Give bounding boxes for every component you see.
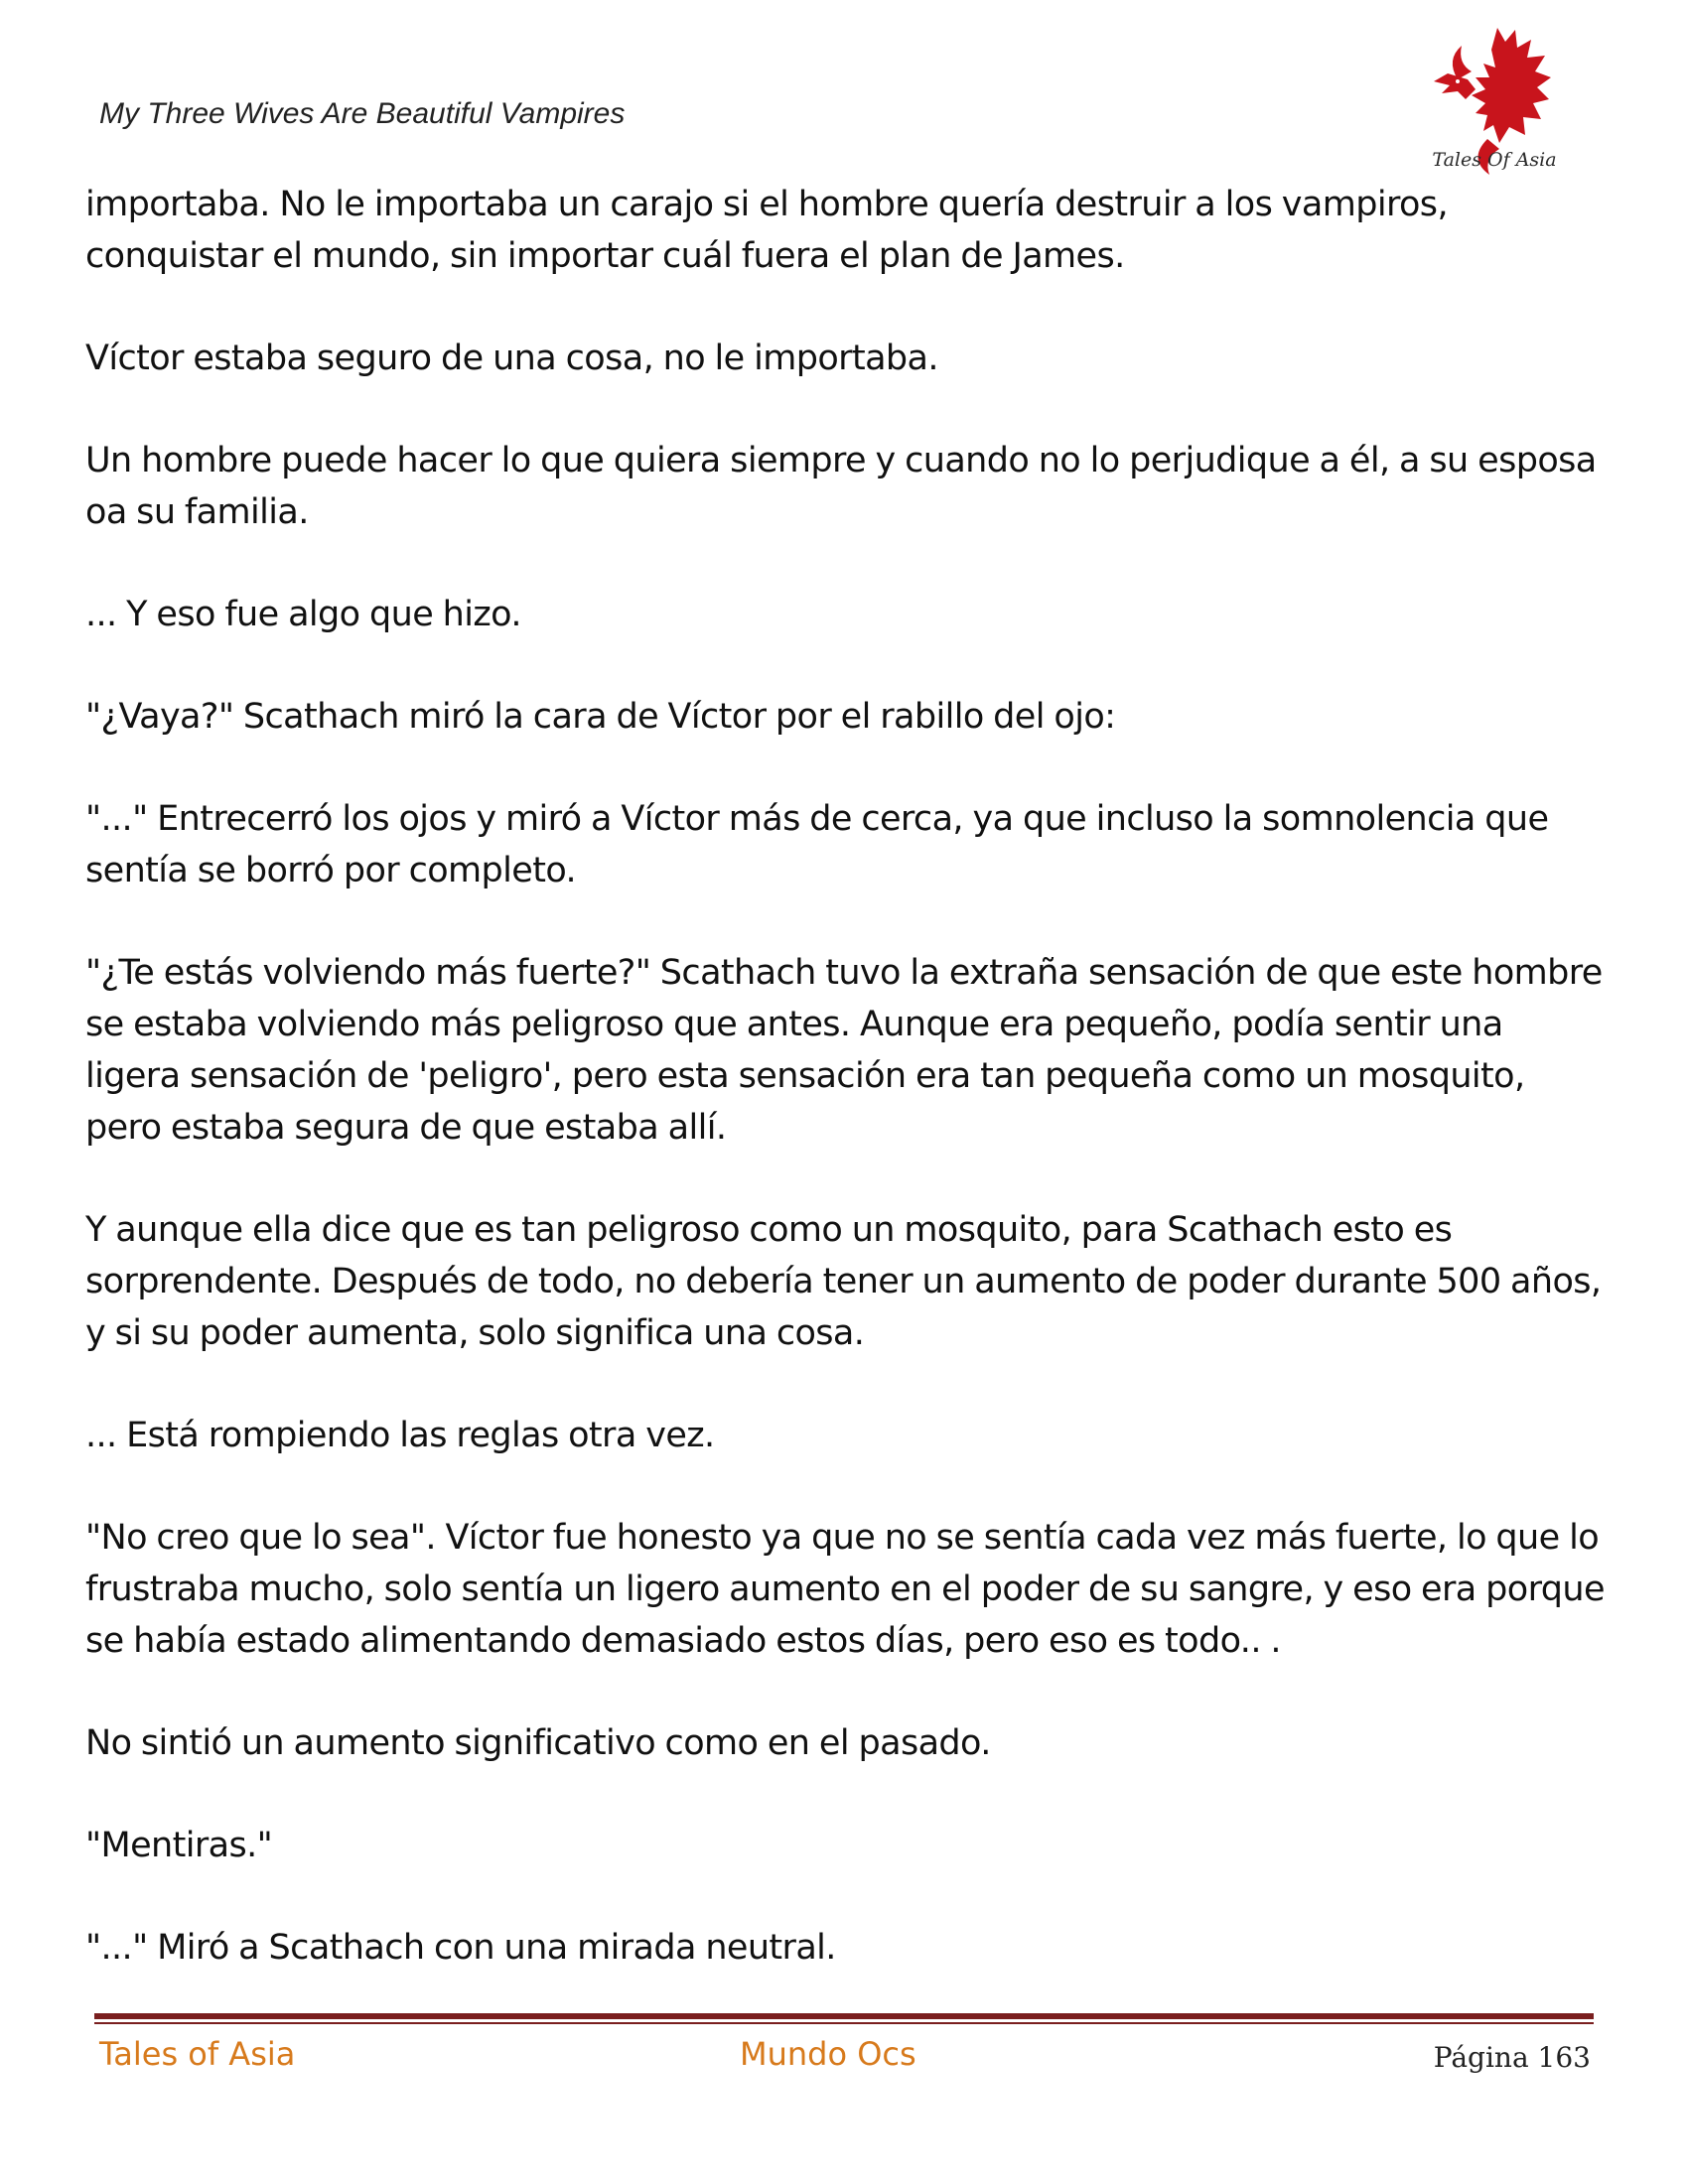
paragraph: "Mentiras." [85, 1826, 273, 1865]
page-number: Página 163 [1433, 2041, 1591, 2074]
logo-wordmark: Tales Of Asia [1432, 149, 1557, 171]
footer-publisher: Tales of Asia [99, 2035, 296, 2073]
paragraph: ... Está rompiendo las reglas otra vez. [85, 1416, 715, 1455]
paragraph: "..." Miró a Scathach con una mirada neutral. [85, 1928, 836, 1968]
paragraph: "No creo que lo sea". Víctor fue honesto ya que no se sentía cada vez más fuerte, lo que lo frustraba mucho, solo sentía un ligero aumento en el poder de su sangre, y eso era porque se había estado alimentando demasiado estos días, pero eso es todo.. . [85, 1518, 1605, 1661]
paragraph: importaba. No le importaba un carajo si el hombre quería destruir a los vampiros, conquistar el mundo, sin importar cuál fuera el plan de James. [85, 185, 1448, 276]
paragraph: Y aunque ella dice que es tan peligroso como un mosquito, para Scathach esto es sorprendente. Después de todo, no debería tener un aumento de poder durante 500 años, y si su poder aumenta, solo significa una cosa. [85, 1210, 1602, 1353]
book-title: My Three Wives Are Beautiful Vampires [99, 97, 626, 130]
paragraph: ... Y eso fue algo que hizo. [85, 595, 521, 634]
footer-divider [94, 2013, 1594, 2019]
paragraph: No sintió un aumento significativo como en el pasado. [85, 1723, 991, 1763]
paragraph: "..." Entrecerró los ojos y miró a Víctor más de cerca, ya que incluso la somnolencia que sentía se borró por completo. [85, 799, 1549, 890]
paragraph: Víctor estaba seguro de una cosa, no le importaba. [85, 339, 938, 378]
chapter-body [85, 179, 1605, 2024]
footer-site: Mundo Ocs [740, 2035, 916, 2073]
paragraph: Un hombre puede hacer lo que quiera siempre y cuando no lo perjudique a él, a su esposa oa su familia. [85, 441, 1597, 532]
footer-divider-thin [94, 2022, 1594, 2024]
paragraph: "¿Vaya?" Scathach miró la cara de Víctor por el rabillo del ojo: [85, 697, 1116, 737]
paragraph: "¿Te estás volviendo más fuerte?" Scathach tuvo la extraña sensación de que este hombre se estaba volviendo más peligroso que antes. Aunque era pequeño, podía sentir una ligera sensación de 'peligro', pero esta sensación era tan pequeña como un mosquito, pero estaba segura de que estaba allí. [85, 953, 1603, 1148]
